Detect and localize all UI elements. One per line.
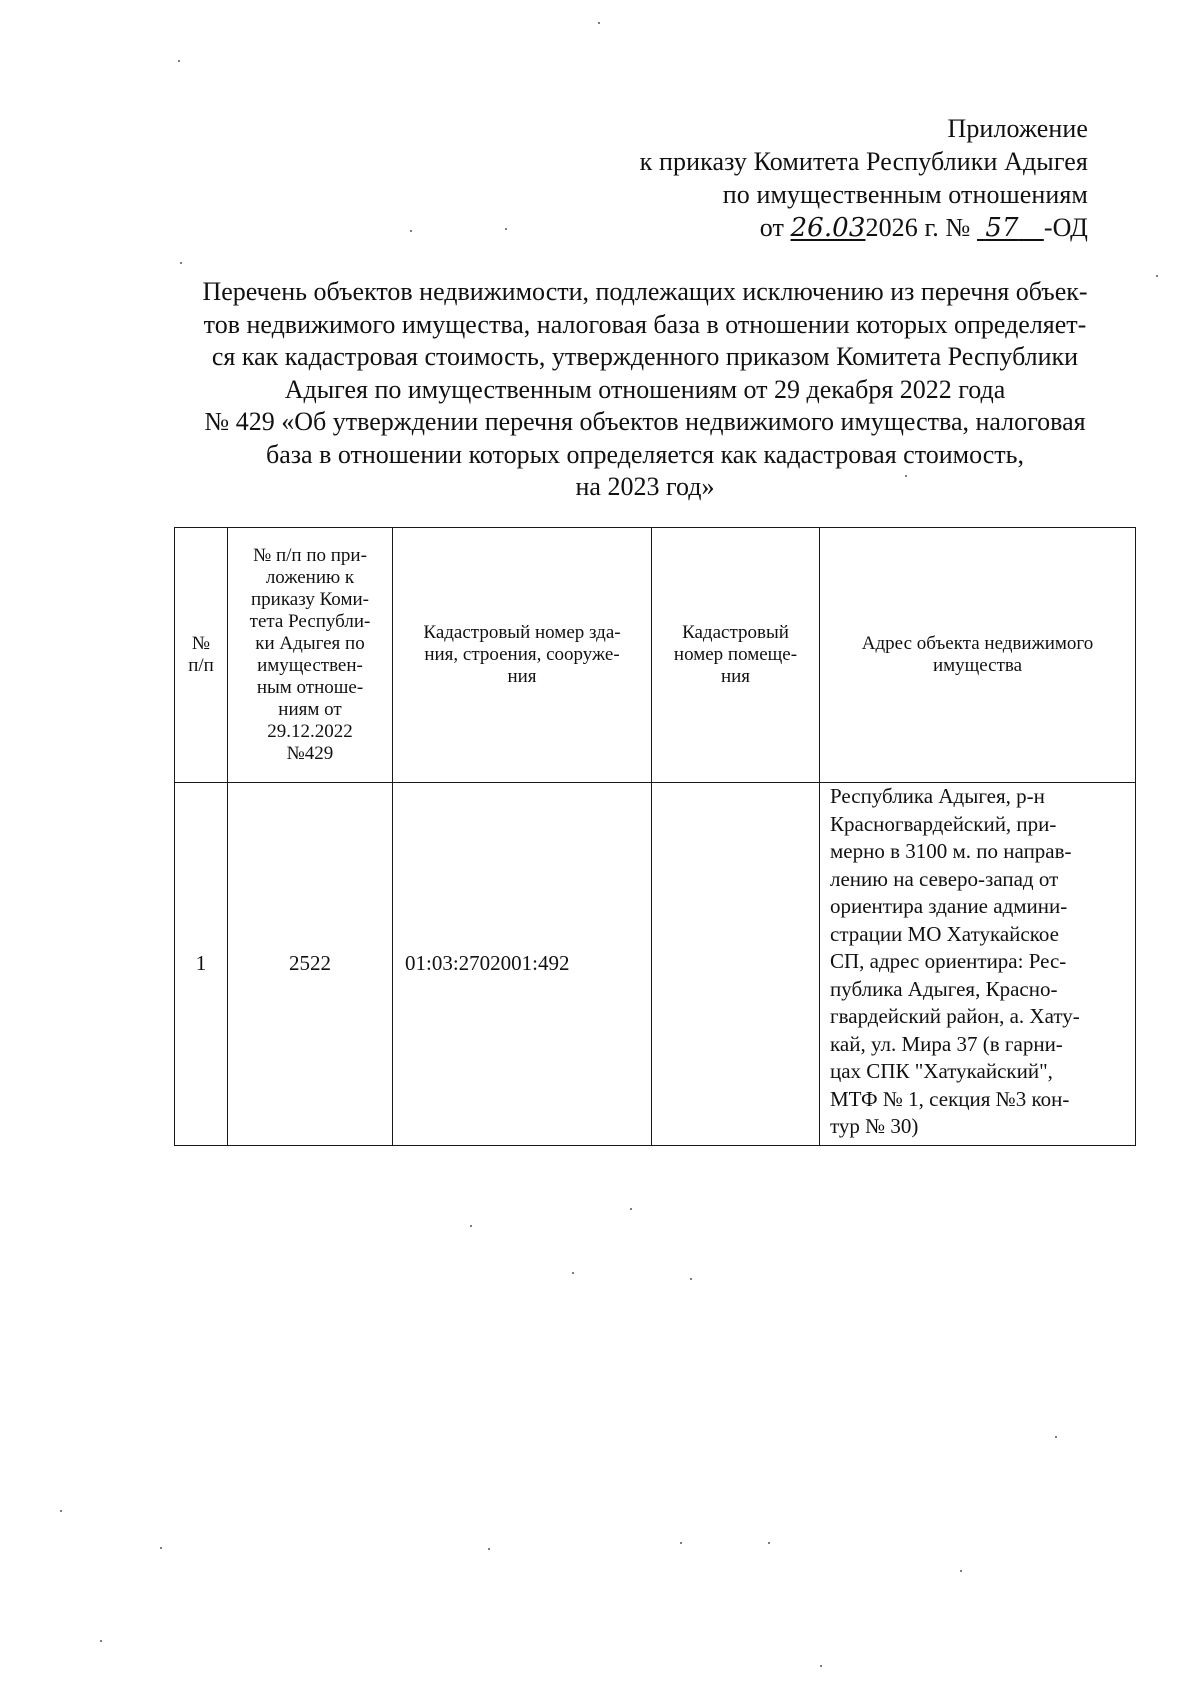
appendix-line-2: к приказу Комитета Республики Адыгея [639,147,1088,176]
scan-speck [60,1510,62,1512]
date-prefix: от [759,213,784,242]
handwritten-date: 26.03 [790,213,866,243]
scan-speck [180,262,182,264]
scan-speck [470,1225,472,1227]
title-line: Адыгея по имущественным отношениям от 29 декабря 2022 года [284,374,1006,404]
header-cell-cadastral-building: Кадастровый номер зда- ния, строения, сооруже- ния [393,528,652,783]
document-title [165,276,1125,504]
header-cell-cadastral-room: Кадастровый номер помеще- ния [652,528,820,783]
cell-address: Республика Адыгея, р-н Красногвардейский, при- мерно в 3100 м. по направ- лению на северо-запад от ориентира здание админи- страции МО Хатукайское СП, адрес ориентира: Рес- публика Адыгея, Красно- гвардейский район, а. Хату- кай, ул. Мира 37 (в гарни- цах СПК "Хатукайский", МТФ № 1, секция №3 кон- тур № 30) [820,783,1136,1146]
number-suffix: -ОД [1043,213,1088,242]
scan-speck [1055,1436,1057,1438]
scan-speck [488,1548,490,1550]
scan-speck [690,1278,692,1280]
scan-speck [100,1640,102,1642]
table-row [175,783,1136,1146]
scan-speck [680,1542,682,1544]
appendix-header [640,112,1088,245]
scan-speck [820,1665,822,1667]
cell-appendix-index: 2522 [228,783,393,1146]
title-line: база в отношении которых определяется как кадастровая стоимость, [265,439,1025,469]
scan-speck [160,1547,162,1549]
appendix-line-3: по имущественным отношениям [722,180,1088,209]
scan-speck [598,22,600,24]
header-cell-address: Адрес объекта недвижимого имущества [820,528,1136,783]
scan-speck [630,1208,632,1210]
cell-cadastral-room [652,783,820,1146]
scan-speck [410,230,412,232]
appendix-line-1: Приложение [947,114,1088,143]
objects-table [174,527,1136,1146]
scan-speck [960,1570,962,1572]
scan-speck [905,475,907,477]
title-line: Перечень объектов недвижимости, подлежащих исключению из перечня объек- [202,277,1088,306]
title-line: ся как кадастровая стоимость, утвержденного приказом Комитета Республики [211,342,1079,371]
table-header-row [175,528,1136,783]
scan-speck [505,228,507,230]
header-cell-number: № п/п [175,528,228,783]
scan-speck [768,1542,770,1544]
cell-number: 1 [175,783,228,1146]
cell-cadastral-building: 01:03:2702001:492 [393,783,652,1146]
title-line: № 429 «Об утверждении перечня объектов недвижимого имущества, налоговая [204,407,1086,436]
handwritten-number: 57 [985,213,1019,243]
appendix-date-line [640,211,1088,245]
title-line: тов недвижимого имущества, налоговая база в отношении которых определяет- [203,309,1087,339]
date-suffix: 2026 г. № [865,213,971,242]
scan-speck [1156,275,1158,277]
title-line: на 2023 год» [575,472,715,501]
header-cell-appendix-index: № п/п по при- ложению к приказу Коми- тета Республи- ки Адыгея по имуществен- ным отноше- ниям от 29.12.2022 №429 [228,528,393,783]
scan-speck [178,60,180,62]
scan-speck [572,1272,574,1274]
